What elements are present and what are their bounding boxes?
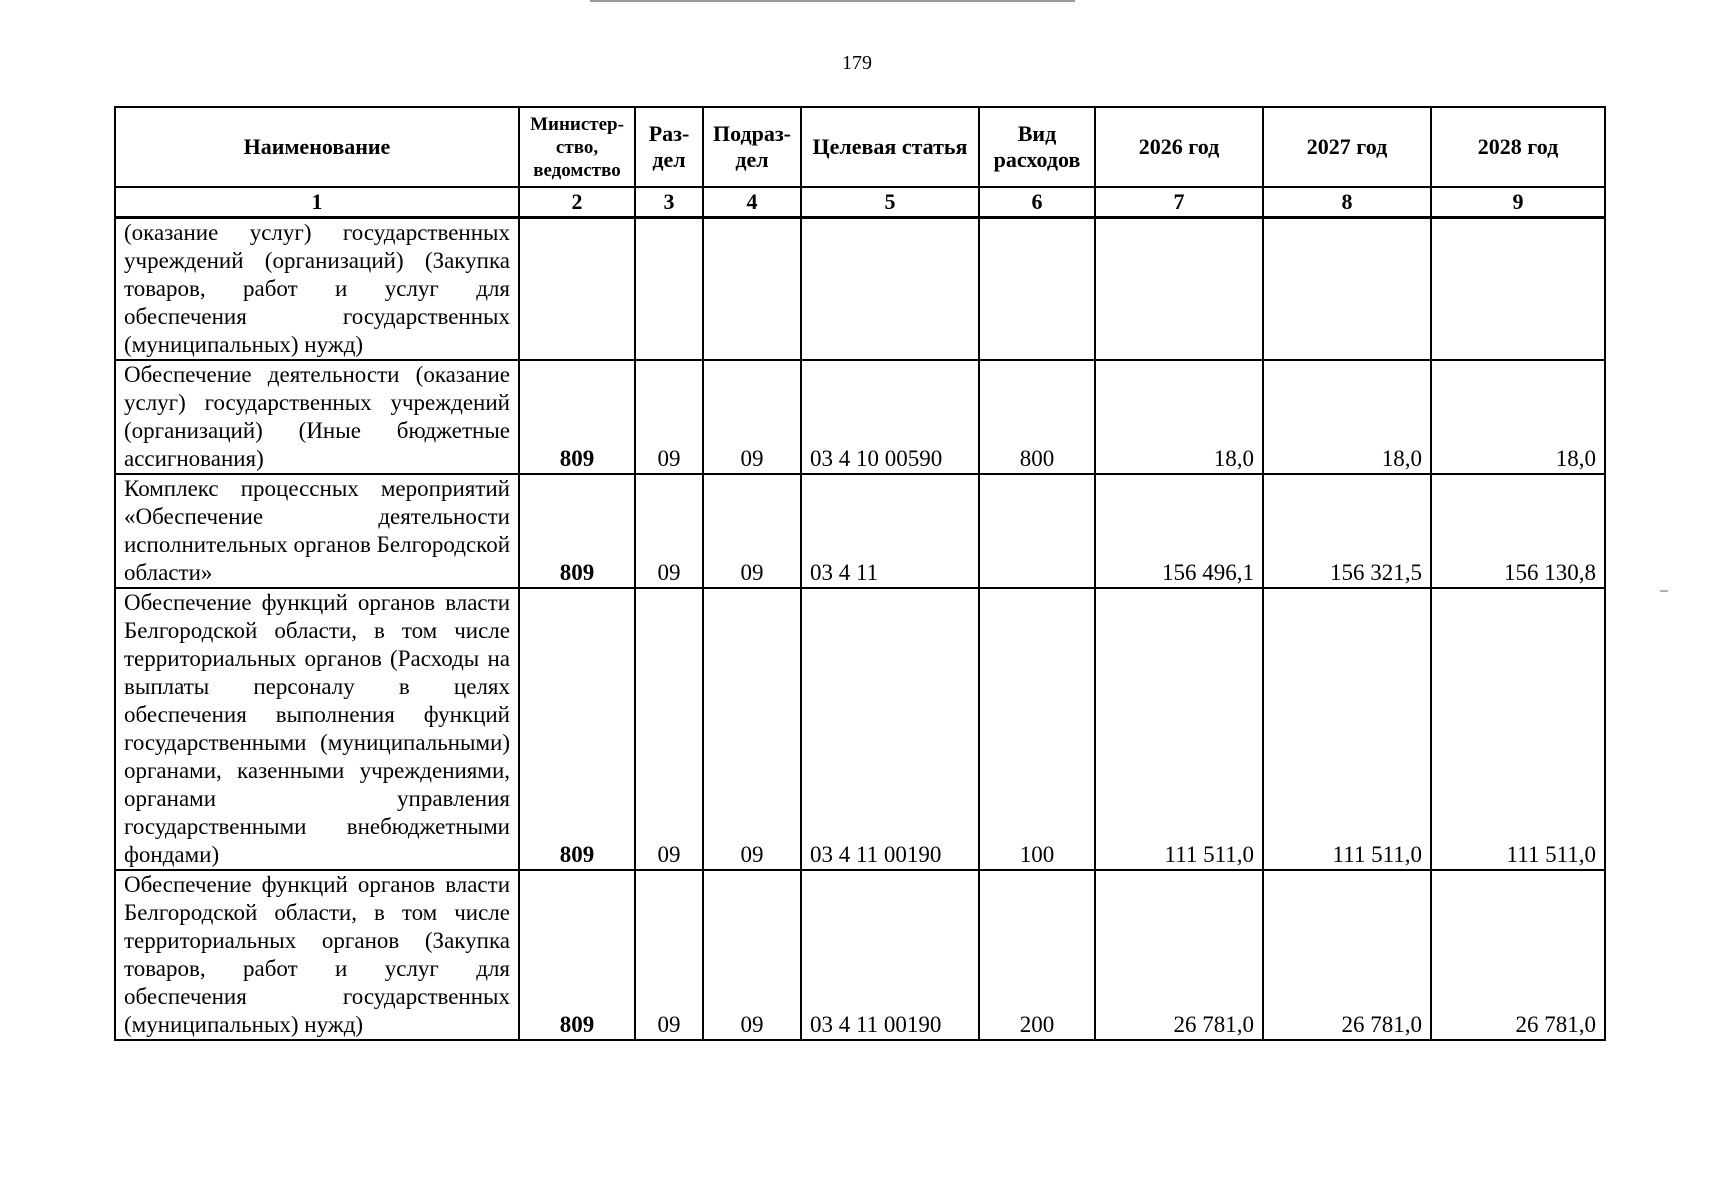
table-row bbox=[115, 360, 1605, 474]
cell-year-2028: 111 511,0 bbox=[1431, 588, 1605, 870]
cell-ministry: 809 bbox=[519, 474, 635, 588]
cell-ministry: 809 bbox=[519, 870, 635, 1040]
cell-section: 09 bbox=[635, 474, 703, 588]
cell-name: Комплекс процессных мероприятий «Обеспечение деятельности исполнительных органов Белгородской области» bbox=[115, 474, 519, 588]
header-year-2027: 2027 год bbox=[1263, 107, 1431, 187]
cell-year-2026 bbox=[1095, 218, 1263, 361]
cell-subsection: 09 bbox=[703, 360, 801, 474]
table-row bbox=[115, 474, 1605, 588]
cell-target-article: 03 4 11 00190 bbox=[801, 588, 979, 870]
header-expense-type: Вид расходов bbox=[979, 107, 1095, 187]
cell-year-2027 bbox=[1263, 218, 1431, 361]
cell-year-2028: 26 781,0 bbox=[1431, 870, 1605, 1040]
column-number: 7 bbox=[1095, 187, 1263, 218]
cell-year-2026: 156 496,1 bbox=[1095, 474, 1263, 588]
cell-target-article: 03 4 11 bbox=[801, 474, 979, 588]
column-number-row bbox=[115, 187, 1605, 218]
cell-expense-type: 800 bbox=[979, 360, 1095, 474]
cell-year-2028 bbox=[1431, 218, 1605, 361]
header-target-article: Целевая статья bbox=[801, 107, 979, 187]
cell-year-2026: 111 511,0 bbox=[1095, 588, 1263, 870]
cell-expense-type: 100 bbox=[979, 588, 1095, 870]
cell-ministry: 809 bbox=[519, 360, 635, 474]
header-year-2026: 2026 год bbox=[1095, 107, 1263, 187]
header-ministry: Министер-ство, ведомство bbox=[519, 107, 635, 187]
cell-target-article: 03 4 10 00590 bbox=[801, 360, 979, 474]
cell-year-2028: 18,0 bbox=[1431, 360, 1605, 474]
column-number: 5 bbox=[801, 187, 979, 218]
cell-expense-type: 200 bbox=[979, 870, 1095, 1040]
budget-table bbox=[114, 106, 1606, 1041]
top-scan-rule bbox=[590, 0, 1075, 2]
cell-year-2027: 26 781,0 bbox=[1263, 870, 1431, 1040]
table-row bbox=[115, 218, 1605, 361]
cell-subsection: 09 bbox=[703, 474, 801, 588]
cell-name: Обеспечение функций органов власти Белгородской области, в том числе территориальных органов (Расходы на выплаты персоналу в целях обеспечения выполнения функций государственными (муниципальными) органами, казенными учреждениями, органами управления государственными внебюджетными фондами) bbox=[115, 588, 519, 870]
cell-target-article bbox=[801, 218, 979, 361]
cell-year-2027: 111 511,0 bbox=[1263, 588, 1431, 870]
cell-subsection: 09 bbox=[703, 870, 801, 1040]
cell-year-2026: 18,0 bbox=[1095, 360, 1263, 474]
header-year-2028: 2028 год bbox=[1431, 107, 1605, 187]
column-number: 6 bbox=[979, 187, 1095, 218]
cell-year-2027: 18,0 bbox=[1263, 360, 1431, 474]
header-row bbox=[115, 107, 1605, 187]
cell-ministry bbox=[519, 218, 635, 361]
header-subsection: Подраз-дел bbox=[703, 107, 801, 187]
table-row bbox=[115, 870, 1605, 1040]
header-name: Наименование bbox=[115, 107, 519, 187]
cell-section bbox=[635, 218, 703, 361]
cell-expense-type bbox=[979, 474, 1095, 588]
scan-mark bbox=[1660, 590, 1668, 592]
cell-ministry: 809 bbox=[519, 588, 635, 870]
cell-section: 09 bbox=[635, 360, 703, 474]
cell-name: Обеспечение деятельности (оказание услуг) государственных учреждений (организаций) (Иные бюджетные ассигнования) bbox=[115, 360, 519, 474]
column-number: 2 bbox=[519, 187, 635, 218]
column-number: 8 bbox=[1263, 187, 1431, 218]
column-number: 4 bbox=[703, 187, 801, 218]
column-number: 1 bbox=[115, 187, 519, 218]
cell-year-2026: 26 781,0 bbox=[1095, 870, 1263, 1040]
header-section: Раз-дел bbox=[635, 107, 703, 187]
column-number: 9 bbox=[1431, 187, 1605, 218]
cell-year-2028: 156 130,8 bbox=[1431, 474, 1605, 588]
cell-year-2027: 156 321,5 bbox=[1263, 474, 1431, 588]
cell-subsection: 09 bbox=[703, 588, 801, 870]
cell-section: 09 bbox=[635, 588, 703, 870]
column-number: 3 bbox=[635, 187, 703, 218]
page-number: 179 bbox=[842, 52, 872, 74]
cell-name: Обеспечение функций органов власти Белгородской области, в том числе территориальных органов (Закупка товаров, работ и услуг для обеспечения государственных (муниципальных) нужд) bbox=[115, 870, 519, 1040]
table-row bbox=[115, 588, 1605, 870]
table-body bbox=[115, 187, 1605, 1040]
cell-subsection bbox=[703, 218, 801, 361]
cell-section: 09 bbox=[635, 870, 703, 1040]
cell-expense-type bbox=[979, 218, 1095, 361]
cell-name: (оказание услуг) государственных учреждений (организаций) (Закупка товаров, работ и услуг для обеспечения государственных (муниципальных) нужд) bbox=[115, 218, 519, 361]
cell-target-article: 03 4 11 00190 bbox=[801, 870, 979, 1040]
